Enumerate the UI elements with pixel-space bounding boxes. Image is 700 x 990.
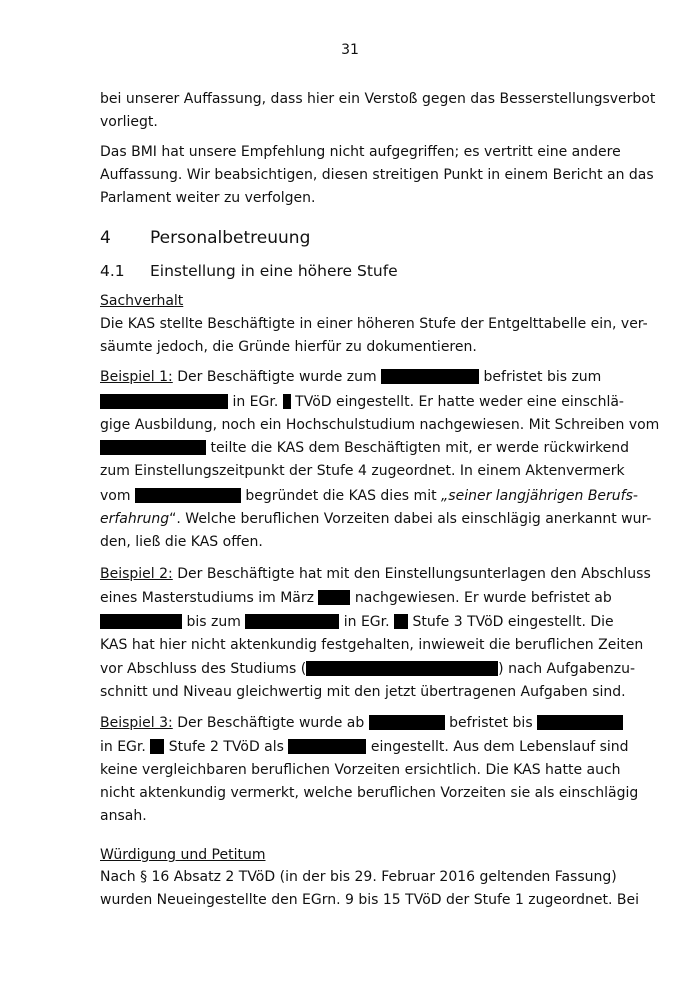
beispiel-2-text: Stufe 3 TVöD eingestellt. Die xyxy=(408,614,614,630)
redaction-box xyxy=(306,661,498,676)
beispiel-1-label: Beispiel 1: xyxy=(100,369,173,385)
beispiel-1-line-8: den, ließ die KAS offen. xyxy=(100,534,263,550)
bmi-line-3: Parlament weiter zu verfolgen. xyxy=(100,190,316,206)
redaction-box xyxy=(100,394,228,409)
redaction-box xyxy=(100,614,182,629)
beispiel-3-line-3: keine vergleichbaren beruflichen Vorzeiten ersichtlich. Die KAS hatte auch xyxy=(100,762,621,778)
redaction-box xyxy=(394,614,408,629)
beispiel-1-line-5: zum Einstellungszeitpunkt der Stufe 4 zugeordnet. In einem Aktenvermerk xyxy=(100,463,625,479)
beispiel-3-text: Stufe 2 TVöD als xyxy=(164,739,289,755)
section-4-1-heading xyxy=(100,262,398,280)
beispiel-1-line-4 xyxy=(100,439,629,457)
beispiel-1-line-1 xyxy=(100,368,601,386)
beispiel-2-text: in EGr. xyxy=(339,614,395,630)
beispiel-2-line-2 xyxy=(100,589,612,607)
beispiel-2-label: Beispiel 2: xyxy=(100,566,173,582)
beispiel-2-line-1 xyxy=(100,565,651,583)
beispiel-2-text: nachgewiesen. Er wurde befristet ab xyxy=(350,590,612,606)
beispiel-2-line-5 xyxy=(100,660,635,678)
beispiel-2-line-4: KAS hat hier nicht aktenkundig festgehalten, inwieweit die beruflichen Zeiten xyxy=(100,637,644,653)
beispiel-3-line-1 xyxy=(100,714,623,732)
redaction-box xyxy=(150,739,164,754)
redaction-box xyxy=(245,614,339,629)
beispiel-2-text: Der Beschäftigte hat mit den Einstellungsunterlagen den Abschluss xyxy=(172,566,651,582)
beispiel-3-text: eingestellt. Aus dem Lebenslauf sind xyxy=(366,739,629,755)
beispiel-1-line-7 xyxy=(100,510,651,528)
section-4-1-title: Einstellung in eine höhere Stufe xyxy=(150,262,398,280)
beispiel-1-text: begründet die KAS dies mit xyxy=(240,488,442,504)
beispiel-1-line-3: gige Ausbildung, noch ein Hochschulstudium nachgewiesen. Mit Schreiben vom xyxy=(100,417,660,433)
beispiel-1-text: Der Beschäftigte wurde zum xyxy=(172,369,382,385)
beispiel-1-quote: erfahrung xyxy=(100,511,170,527)
wuerdigung-line-1: Nach § 16 Absatz 2 TVöD (in der bis 29. Februar 2016 geltenden Fassung) xyxy=(100,869,617,885)
redaction-box xyxy=(381,369,479,384)
beispiel-1-line-2 xyxy=(100,393,624,411)
beispiel-3-text: in EGr. xyxy=(100,739,151,755)
beispiel-2-text: eines Masterstudiums im März xyxy=(100,590,319,606)
beispiel-3-line-2 xyxy=(100,738,629,756)
beispiel-2-text: bis zum xyxy=(182,614,246,630)
bmi-line-2: Auffassung. Wir beabsichtigen, diesen streitigen Punkt in einem Bericht an das xyxy=(100,167,654,183)
beispiel-2-line-3 xyxy=(100,613,614,631)
redaction-box xyxy=(135,488,241,503)
redaction-box xyxy=(288,739,366,754)
beispiel-2-line-6: schnitt und Niveau gleichwertig mit den jetzt übertragenen Aufgaben sind. xyxy=(100,684,626,700)
bmi-line-1: Das BMI hat unsere Empfehlung nicht aufgegriffen; es vertritt eine andere xyxy=(100,144,621,160)
page-number: 31 xyxy=(341,42,359,58)
beispiel-3-line-4: nicht aktenkundig vermerkt, welche beruflichen Vorzeiten sie als einschlägig xyxy=(100,785,639,801)
wuerdigung-heading: Würdigung und Petitum xyxy=(100,847,266,863)
beispiel-1-text: teilte die KAS dem Beschäftigten mit, er werde rückwirkend xyxy=(206,440,629,456)
beispiel-2-text: ) nach Aufgabenzu- xyxy=(498,661,636,677)
beispiel-3-text: befristet bis xyxy=(444,715,538,731)
redaction-box xyxy=(318,590,350,605)
redaction-box xyxy=(369,715,445,730)
redaction-box xyxy=(100,440,206,455)
intro-line-2: vorliegt. xyxy=(100,114,158,130)
sachverhalt-heading: Sachverhalt xyxy=(100,293,184,309)
intro-line-1: bei unserer Auffassung, dass hier ein Verstoß gegen das Besserstellungsverbot xyxy=(100,91,656,107)
section-4-title: Personalbetreuung xyxy=(150,228,311,248)
wuerdigung-line-2: wurden Neueingestellte den EGrn. 9 bis 15 TVöD der Stufe 1 zugeordnet. Bei xyxy=(100,892,639,908)
beispiel-3-text: Der Beschäftigte wurde ab xyxy=(172,715,369,731)
beispiel-1-line-6 xyxy=(100,487,638,505)
section-4-heading xyxy=(100,229,310,247)
beispiel-1-text: befristet bis zum xyxy=(479,369,602,385)
section-4-number: 4 xyxy=(100,228,111,248)
beispiel-1-text: vom xyxy=(100,488,135,504)
beispiel-1-text: TVöD eingestellt. Er hatte weder eine einschlä- xyxy=(290,394,624,410)
beispiel-1-text: “. Welche beruflichen Vorzeiten dabei als einschlägig anerkannt wur- xyxy=(169,511,652,527)
beispiel-3-label: Beispiel 3: xyxy=(100,715,173,731)
sachverhalt-line-1: Die KAS stellte Beschäftigte in einer höheren Stufe der Entgelttabelle ein, ver- xyxy=(100,316,648,332)
section-4-1-number: 4.1 xyxy=(100,262,125,280)
beispiel-1-quote: „seiner langjährigen Berufs- xyxy=(441,488,638,504)
sachverhalt-line-2: säumte jedoch, die Gründe hierfür zu dokumentieren. xyxy=(100,339,477,355)
redaction-box xyxy=(537,715,623,730)
beispiel-2-text: vor Abschluss des Studiums ( xyxy=(100,661,307,677)
beispiel-1-text: in EGr. xyxy=(228,394,283,410)
redaction-box xyxy=(283,394,291,409)
beispiel-3-line-5: ansah. xyxy=(100,808,147,824)
